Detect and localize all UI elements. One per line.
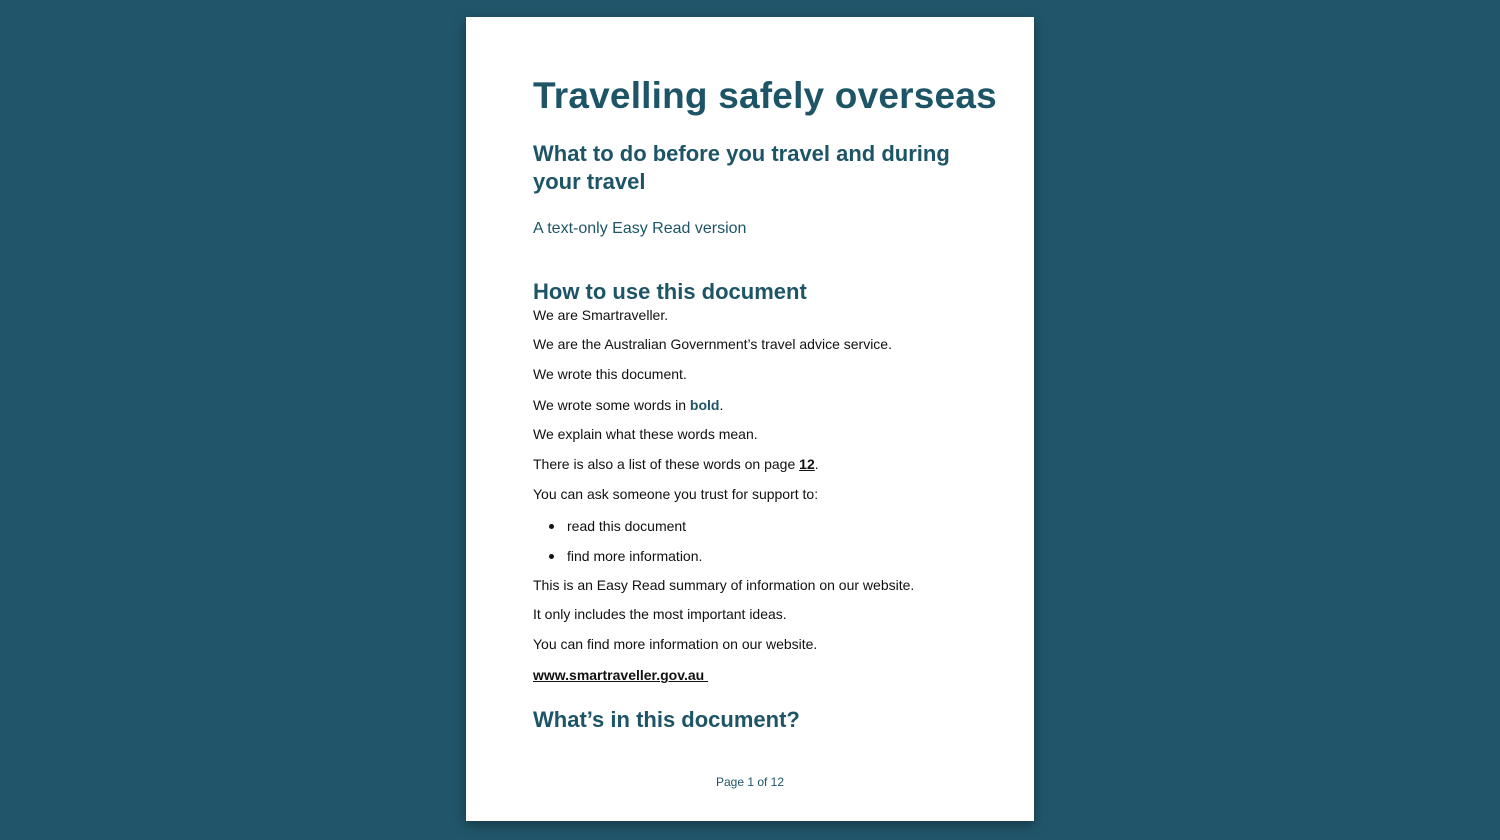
bold-words-period: . <box>719 397 724 413</box>
bullet-item-label: find more information. <box>567 548 703 564</box>
page-indicator: Page 1 of 12 <box>715 775 785 789</box>
section-heading-how-to-use: How to use this document <box>533 279 807 304</box>
section-heading-whats-in: What’s in this document? <box>533 707 800 732</box>
paragraph-bold-words <box>533 397 723 413</box>
word-list-text: There is also a list of these words on page <box>533 456 800 472</box>
paragraph-government: We are the Australian Government’s travel advice service. <box>533 336 892 352</box>
word-list-period: . <box>814 456 819 472</box>
bullet-marker <box>549 524 554 529</box>
paragraph-more-info: You can find more information on our website. <box>533 636 818 652</box>
paragraph-support: You can ask someone you trust for support to: <box>533 486 819 502</box>
paragraph-summary: This is an Easy Read summary of information on our website. <box>533 577 915 593</box>
paragraph-important-ideas: It only includes the most important ideas. <box>533 606 787 622</box>
website-link[interactable]: www.smartraveller.gov.au <box>533 667 709 683</box>
document-page <box>466 17 1034 821</box>
bullet-item-label: read this document <box>567 518 687 534</box>
paragraph-word-list <box>533 456 819 472</box>
bold-words-text: We wrote some words in <box>533 397 690 413</box>
document-title: Travelling safely overseas <box>533 75 997 116</box>
word-list-page-link[interactable]: 12 <box>799 456 815 472</box>
bullet-item-find <box>549 548 702 564</box>
document-subtitle: What to do before you travel and during your travel <box>533 141 950 194</box>
bullet-marker <box>549 554 554 559</box>
paragraph-intro: We are Smartraveller. <box>533 307 669 323</box>
version-label: A text-only Easy Read version <box>533 220 747 237</box>
paragraph-wrote: We wrote this document. <box>533 366 687 382</box>
bold-word-example: bold <box>689 397 720 413</box>
paragraph-explain: We explain what these words mean. <box>533 426 758 442</box>
bullet-item-read <box>549 518 686 534</box>
